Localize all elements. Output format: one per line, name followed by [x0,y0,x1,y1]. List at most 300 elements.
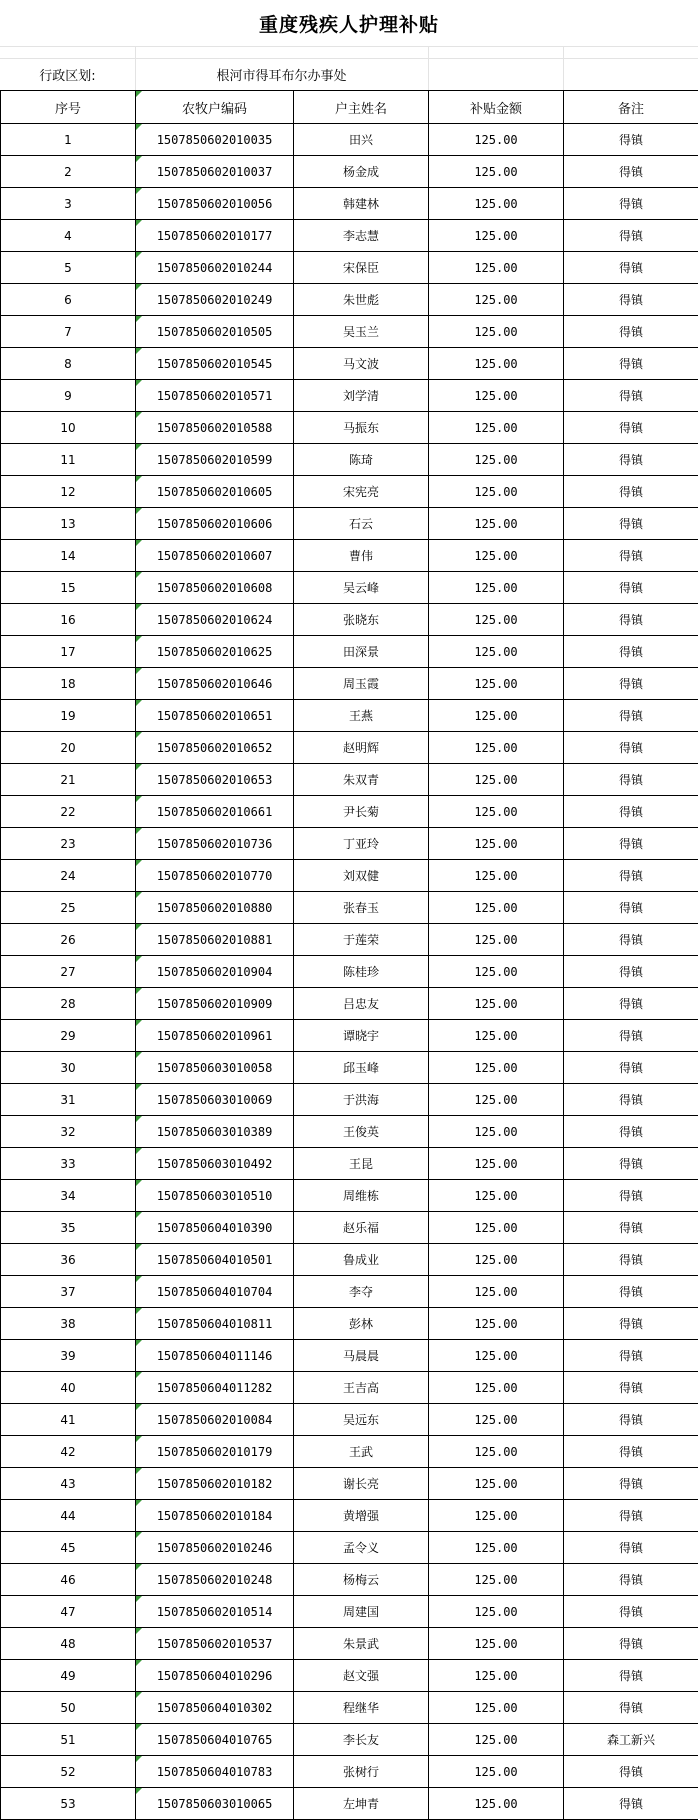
cell-amount[interactable] [429,1052,564,1084]
cell-code[interactable] [136,572,294,604]
cell-amount[interactable] [429,988,564,1020]
cell-code[interactable] [136,1564,294,1596]
cell-name[interactable] [294,1212,429,1244]
cell-no[interactable] [1,892,136,924]
cell-code[interactable] [136,252,294,284]
cell-amount[interactable] [429,636,564,668]
header-cell-note[interactable]: 备注 [564,91,698,124]
cell-code[interactable] [136,700,294,732]
cell-code[interactable] [136,380,294,412]
cell-amount-text: 125.00 [474,1284,518,1299]
cell-note[interactable] [564,572,698,604]
cell-no[interactable] [1,1244,136,1276]
cell-no[interactable] [1,1084,136,1116]
cell-name[interactable] [294,828,429,860]
cell-amount[interactable] [429,1340,564,1372]
cell-no[interactable] [1,540,136,572]
cell-amount[interactable] [429,604,564,636]
cell-note[interactable] [564,1404,698,1436]
cell-no[interactable] [1,412,136,444]
cell-note[interactable] [564,1532,698,1564]
cell-note[interactable] [564,956,698,988]
cell-no[interactable] [1,604,136,636]
header-cell-name[interactable]: 户主姓名 [294,91,429,124]
cell-amount[interactable] [429,284,564,316]
cell-note[interactable] [564,1308,698,1340]
cell-no[interactable] [1,1212,136,1244]
cell-amount[interactable] [429,1244,564,1276]
cell-note[interactable] [564,316,698,348]
cell-code[interactable] [136,764,294,796]
cell-code[interactable] [136,1692,294,1724]
cell-name-text: 马晨晨 [342,1349,379,1363]
cell-note[interactable] [564,156,698,188]
cell-no[interactable] [1,1148,136,1180]
cell-code[interactable] [136,1468,294,1500]
cell-no[interactable] [1,1724,136,1756]
cell-name[interactable] [294,1692,429,1724]
cell-name[interactable] [294,1404,429,1436]
cell-name[interactable] [294,1116,429,1148]
cell-name-text: 田深景 [342,645,379,659]
cell-note[interactable] [564,1660,698,1692]
cell-note[interactable] [564,444,698,476]
cell-no[interactable] [1,476,136,508]
cell-note[interactable] [564,348,698,380]
cell-note[interactable] [564,476,698,508]
cell-name[interactable] [294,1788,429,1820]
cell-amount[interactable] [429,540,564,572]
cell-code[interactable] [136,444,294,476]
green-triangle-icon [136,1340,142,1346]
cell-amount[interactable] [429,1212,564,1244]
cell-code[interactable] [136,924,294,956]
cell-no[interactable] [1,1180,136,1212]
cell-note[interactable] [564,604,698,636]
cell-name[interactable] [294,636,429,668]
cell-no[interactable] [1,860,136,892]
cell-name[interactable] [294,1340,429,1372]
cell-code[interactable] [136,316,294,348]
cell-amount[interactable] [429,476,564,508]
cell-amount[interactable] [429,1148,564,1180]
cell-code[interactable] [136,1308,294,1340]
cell-amount[interactable] [429,1564,564,1596]
cell-no[interactable] [1,508,136,540]
cell-note[interactable] [564,1372,698,1404]
cell-note[interactable] [564,1756,698,1788]
cell-code[interactable] [136,828,294,860]
cell-note[interactable] [564,1628,698,1660]
cell-note[interactable] [564,508,698,540]
cell-code[interactable] [136,1628,294,1660]
cell-code[interactable] [136,508,294,540]
cell-code[interactable] [136,860,294,892]
cell-note[interactable] [564,252,698,284]
cell-code-text: 1507850604010296 [156,1668,273,1683]
cell-amount[interactable] [429,1628,564,1660]
cell-name[interactable] [294,1084,429,1116]
cell-name[interactable] [294,1628,429,1660]
cell-code[interactable] [136,1052,294,1084]
green-triangle-icon [136,348,142,354]
cell-name[interactable] [294,1276,429,1308]
cell-no[interactable] [1,1340,136,1372]
cell-no[interactable] [1,316,136,348]
cell-note[interactable] [564,1116,698,1148]
cell-note[interactable] [564,220,698,252]
cell-amount[interactable] [429,700,564,732]
cell-code[interactable] [136,1756,294,1788]
cell-name[interactable] [294,1052,429,1084]
gridline [0,46,698,47]
cell-name[interactable] [294,572,429,604]
cell-name[interactable] [294,860,429,892]
cell-no[interactable] [1,156,136,188]
cell-note[interactable] [564,1180,698,1212]
cell-name[interactable] [294,1564,429,1596]
cell-amount[interactable] [429,124,564,156]
cell-no[interactable] [1,1436,136,1468]
cell-amount[interactable] [429,1020,564,1052]
cell-no[interactable] [1,924,136,956]
cell-code[interactable] [136,540,294,572]
cell-code[interactable] [136,1244,294,1276]
cell-name[interactable] [294,124,429,156]
cell-amount[interactable] [429,1308,564,1340]
cell-name[interactable] [294,796,429,828]
cell-amount[interactable] [429,1180,564,1212]
table-row [1,1084,698,1116]
cell-code[interactable] [136,604,294,636]
cell-no[interactable] [1,1308,136,1340]
cell-no[interactable] [1,124,136,156]
cell-note[interactable] [564,284,698,316]
cell-no-text: 33 [60,1156,76,1171]
cell-no[interactable] [1,732,136,764]
cell-code[interactable] [136,732,294,764]
cell-code[interactable] [136,124,294,156]
cell-code[interactable] [136,1532,294,1564]
cell-amount[interactable] [429,1724,564,1756]
cell-amount[interactable] [429,796,564,828]
green-triangle-icon [136,1404,142,1410]
cell-amount[interactable] [429,1372,564,1404]
cell-note[interactable] [564,1596,698,1628]
cell-code[interactable] [136,220,294,252]
green-triangle-icon [136,316,142,322]
cell-note[interactable] [564,540,698,572]
cell-no[interactable] [1,1052,136,1084]
cell-amount[interactable] [429,1532,564,1564]
cell-code[interactable] [136,1596,294,1628]
cell-name[interactable] [294,156,429,188]
cell-no[interactable] [1,668,136,700]
cell-amount-text: 125.00 [474,228,518,243]
cell-no-text: 45 [60,1540,76,1555]
cell-no[interactable] [1,1788,136,1820]
cell-amount[interactable] [429,732,564,764]
cell-no[interactable] [1,380,136,412]
cell-no[interactable] [1,636,136,668]
cell-note[interactable] [564,1692,698,1724]
cell-code-text: 1507850602010248 [156,1572,273,1587]
cell-code[interactable] [136,156,294,188]
cell-no[interactable] [1,220,136,252]
cell-amount[interactable] [429,860,564,892]
cell-note[interactable] [564,1436,698,1468]
cell-no[interactable] [1,1692,136,1724]
cell-amount[interactable] [429,1276,564,1308]
cell-no[interactable] [1,444,136,476]
cell-note[interactable] [564,1788,698,1820]
cell-name[interactable] [294,1500,429,1532]
cell-amount-text: 125.00 [474,932,518,947]
cell-no[interactable] [1,284,136,316]
green-triangle-icon [136,732,142,738]
cell-name[interactable] [294,732,429,764]
cell-amount[interactable] [429,444,564,476]
cell-name[interactable] [294,380,429,412]
cell-name[interactable] [294,956,429,988]
cell-name[interactable] [294,252,429,284]
cell-note[interactable] [564,860,698,892]
cell-no[interactable] [1,252,136,284]
cell-amount-text: 125.00 [474,1636,518,1651]
cell-no[interactable] [1,348,136,380]
cell-amount[interactable] [429,1468,564,1500]
cell-code[interactable] [136,1724,294,1756]
cell-code[interactable] [136,284,294,316]
cell-name[interactable] [294,1244,429,1276]
cell-amount[interactable] [429,1788,564,1820]
cell-code[interactable] [136,1212,294,1244]
cell-note[interactable] [564,1468,698,1500]
cell-amount[interactable] [429,668,564,700]
header-cell-no[interactable]: 序号 [1,91,136,124]
cell-no[interactable] [1,1596,136,1628]
green-triangle-icon [136,1052,142,1058]
table-row [1,1404,698,1436]
cell-code[interactable] [136,796,294,828]
cell-no[interactable] [1,1756,136,1788]
cell-name[interactable] [294,1020,429,1052]
cell-no[interactable] [1,956,136,988]
cell-name[interactable] [294,1596,429,1628]
cell-note[interactable] [564,1020,698,1052]
cell-amount[interactable] [429,252,564,284]
cell-note[interactable] [564,796,698,828]
cell-name[interactable] [294,476,429,508]
cell-name[interactable] [294,924,429,956]
cell-name[interactable] [294,1724,429,1756]
cell-name[interactable] [294,508,429,540]
cell-note[interactable] [564,924,698,956]
cell-code[interactable] [136,892,294,924]
cell-code[interactable] [136,1404,294,1436]
cell-amount[interactable] [429,508,564,540]
cell-amount[interactable] [429,156,564,188]
cell-name[interactable] [294,412,429,444]
cell-name[interactable] [294,316,429,348]
cell-name[interactable] [294,1180,429,1212]
cell-note[interactable] [564,1564,698,1596]
cell-amount[interactable] [429,956,564,988]
cell-amount[interactable] [429,1596,564,1628]
cell-note[interactable] [564,764,698,796]
cell-code[interactable] [136,1180,294,1212]
cell-name[interactable] [294,540,429,572]
cell-amount[interactable] [429,828,564,860]
cell-no[interactable] [1,764,136,796]
cell-note[interactable] [564,1500,698,1532]
cell-name[interactable] [294,188,429,220]
cell-code[interactable] [136,988,294,1020]
cell-amount[interactable] [429,1756,564,1788]
cell-name[interactable] [294,604,429,636]
cell-code[interactable] [136,412,294,444]
cell-note[interactable] [564,188,698,220]
cell-name[interactable] [294,700,429,732]
cell-note-text: 得镇 [618,1093,643,1107]
cell-amount-text: 125.00 [474,356,518,371]
cell-no[interactable] [1,1020,136,1052]
cell-note[interactable] [564,1148,698,1180]
cell-amount[interactable] [429,924,564,956]
cell-amount-text: 125.00 [474,548,518,563]
cell-no[interactable] [1,1468,136,1500]
cell-note[interactable] [564,1244,698,1276]
cell-no[interactable] [1,988,136,1020]
cell-code[interactable] [136,1660,294,1692]
cell-name[interactable] [294,284,429,316]
cell-no[interactable] [1,1564,136,1596]
cell-code[interactable] [136,668,294,700]
cell-amount[interactable] [429,764,564,796]
cell-note[interactable] [564,412,698,444]
cell-name[interactable] [294,1756,429,1788]
cell-no[interactable] [1,572,136,604]
cell-no[interactable] [1,1532,136,1564]
cell-code[interactable] [136,636,294,668]
cell-note[interactable] [564,732,698,764]
cell-name[interactable] [294,1436,429,1468]
header-cell-amount[interactable]: 补贴金额 [429,91,564,124]
cell-amount[interactable] [429,1116,564,1148]
cell-code-text: 1507850602010605 [156,484,273,499]
cell-code[interactable] [136,476,294,508]
cell-code[interactable] [136,1276,294,1308]
cell-amount[interactable] [429,1660,564,1692]
cell-no[interactable] [1,796,136,828]
cell-amount-text: 125.00 [474,516,518,531]
cell-note[interactable] [564,1212,698,1244]
cell-amount[interactable] [429,1404,564,1436]
cell-name[interactable] [294,1532,429,1564]
cell-note[interactable] [564,1276,698,1308]
cell-name[interactable] [294,348,429,380]
cell-note[interactable] [564,668,698,700]
cell-note[interactable] [564,700,698,732]
cell-note[interactable] [564,1340,698,1372]
cell-code[interactable] [136,1116,294,1148]
cell-note[interactable] [564,892,698,924]
cell-amount[interactable] [429,380,564,412]
cell-name[interactable] [294,668,429,700]
cell-name[interactable] [294,1372,429,1404]
cell-no[interactable] [1,1372,136,1404]
cell-code[interactable] [136,1020,294,1052]
cell-note[interactable] [564,124,698,156]
cell-name[interactable] [294,444,429,476]
cell-no[interactable] [1,1500,136,1532]
cell-code[interactable] [136,188,294,220]
cell-note[interactable] [564,988,698,1020]
cell-no[interactable] [1,188,136,220]
cell-name[interactable] [294,1468,429,1500]
cell-amount[interactable] [429,412,564,444]
header-cell-code[interactable] [136,91,294,124]
cell-amount[interactable] [429,892,564,924]
cell-amount[interactable] [429,220,564,252]
cell-name[interactable] [294,1148,429,1180]
cell-amount[interactable] [429,1084,564,1116]
cell-code[interactable] [136,956,294,988]
cell-no-text: 34 [60,1188,76,1203]
cell-name[interactable] [294,1660,429,1692]
cell-note[interactable] [564,1084,698,1116]
cell-no[interactable] [1,1404,136,1436]
cell-code[interactable] [136,1372,294,1404]
cell-no[interactable] [1,1660,136,1692]
cell-amount[interactable] [429,1436,564,1468]
cell-note[interactable] [564,1052,698,1084]
cell-amount[interactable] [429,188,564,220]
cell-note[interactable] [564,1724,698,1756]
cell-amount[interactable] [429,1692,564,1724]
cell-amount[interactable] [429,348,564,380]
cell-code[interactable] [136,1084,294,1116]
cell-name[interactable] [294,892,429,924]
cell-no[interactable] [1,1276,136,1308]
cell-name[interactable] [294,988,429,1020]
cell-amount[interactable] [429,316,564,348]
cell-amount[interactable] [429,572,564,604]
header-cell-code-label: 农牧户编码 [181,101,247,117]
cell-no[interactable] [1,1628,136,1660]
cell-note-text: 得镇 [618,261,643,275]
cell-code[interactable] [136,1340,294,1372]
cell-no-text: 8 [64,356,72,371]
cell-no[interactable] [1,700,136,732]
cell-amount-text: 125.00 [474,1220,518,1235]
cell-code[interactable] [136,1148,294,1180]
table-row [1,860,698,892]
cell-name[interactable] [294,764,429,796]
cell-note[interactable] [564,380,698,412]
cell-no[interactable] [1,828,136,860]
cell-note[interactable] [564,828,698,860]
cell-amount[interactable] [429,1500,564,1532]
cell-code[interactable] [136,348,294,380]
cell-code[interactable] [136,1500,294,1532]
cell-name[interactable] [294,220,429,252]
cell-note[interactable] [564,636,698,668]
cell-no[interactable] [1,1116,136,1148]
cell-name[interactable] [294,1308,429,1340]
cell-code[interactable] [136,1788,294,1820]
cell-code[interactable] [136,1436,294,1468]
